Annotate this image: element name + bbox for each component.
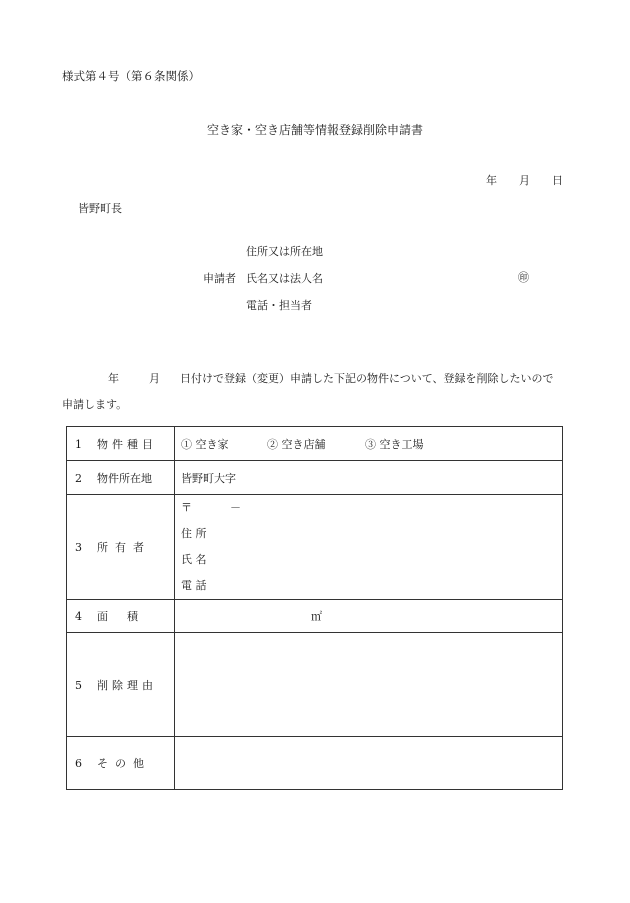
date-year: 年 (486, 174, 497, 187)
owner-field[interactable] (175, 495, 563, 600)
area-field[interactable] (175, 600, 563, 633)
row-label-deletion-reason: 5 削除理由 (67, 633, 175, 737)
table-row (67, 633, 563, 737)
table-row (67, 600, 563, 633)
row-label-location: 2 物件所在地 (67, 461, 175, 495)
row-label-owner: 3 所有者 (67, 495, 175, 600)
applicant-address-label: 住所又は所在地 (246, 245, 323, 258)
table-row (67, 737, 563, 790)
location-field[interactable] (175, 461, 563, 495)
row-label-area: 4 面 積 (67, 600, 175, 633)
area-unit: ㎡ (311, 610, 322, 623)
body-line1-text: 日付けで登録（変更）申請した下記の物件について、登録を削除したいので (180, 372, 554, 385)
table-row (67, 461, 563, 495)
property-type-options[interactable] (175, 427, 563, 461)
row-label-other: 6 その他 (67, 737, 175, 790)
table-row (67, 427, 563, 461)
owner-postal-line[interactable] (181, 495, 562, 521)
body-month: 月 (149, 372, 160, 385)
row-label-property-type: 1 物件種目 (67, 427, 175, 461)
applicant-name-label: 氏名又は法人名 (246, 272, 323, 285)
date-month: 月 (519, 174, 530, 187)
option-vacant-factory[interactable]: ③ 空き工場 (365, 437, 424, 451)
seal-mark: ㊞ (518, 271, 529, 284)
form-number: 様式第４号（第６条関係） (62, 69, 200, 83)
other-field[interactable] (175, 737, 563, 790)
owner-address-line[interactable]: 住 所 (181, 527, 207, 540)
body-text-line2: 申請します。 (62, 398, 128, 411)
deletion-reason-field[interactable] (175, 633, 563, 737)
table-row (67, 495, 563, 600)
details-table (66, 426, 563, 790)
applicant-label: 申請者 (203, 272, 236, 285)
document-title: 空き家・空き店舗等情報登録削除申請書 (206, 123, 423, 137)
addressee: 皆野町長 (78, 202, 122, 215)
location-value: 皆野町大字 (181, 471, 236, 485)
body-text-line1 (108, 370, 554, 386)
date-day: 日 (552, 174, 563, 187)
date-line (486, 172, 563, 188)
body-year: 年 (108, 372, 119, 385)
owner-phone-line[interactable]: 電 話 (181, 579, 207, 592)
owner-name-line[interactable]: 氏 名 (181, 553, 207, 566)
postal-dash: － (230, 501, 241, 514)
applicant-phone-label: 電話・担当者 (246, 299, 312, 312)
option-vacant-store[interactable]: ② 空き店舗 (267, 437, 326, 451)
option-vacant-house[interactable]: ① 空き家 (181, 437, 229, 451)
postal-mark: 〒 (181, 501, 192, 514)
